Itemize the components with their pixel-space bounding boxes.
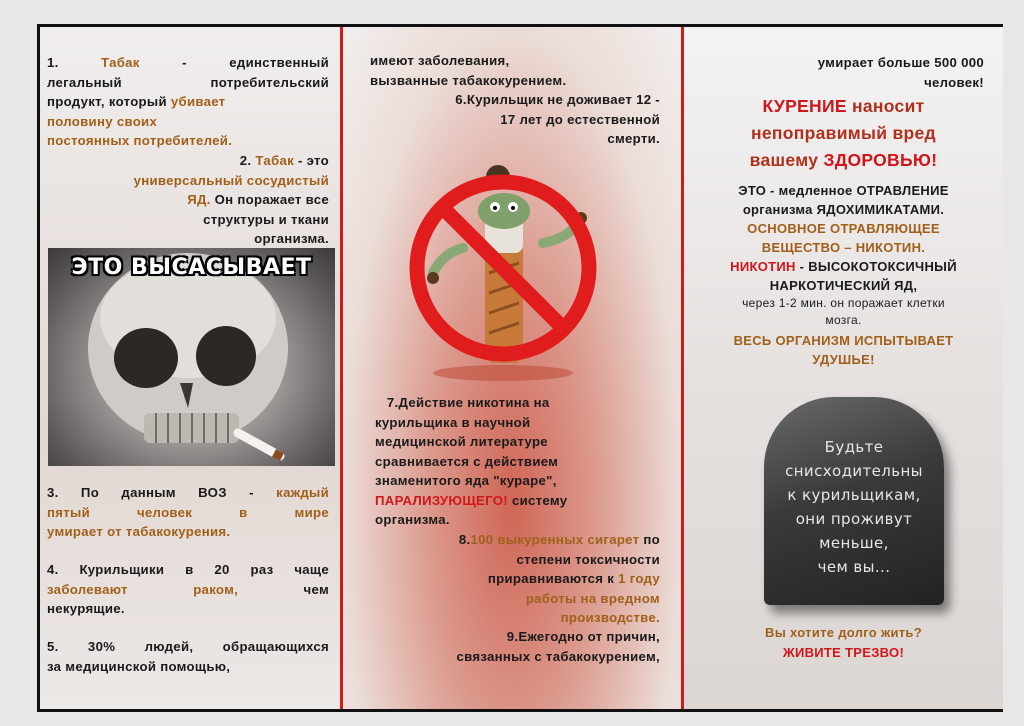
skull-image <box>48 248 335 466</box>
skull-icon <box>48 248 335 466</box>
fact-8: 8.100 выкуренных сигарет по степени токсичности приравниваются к 1 году работы на вредном производстве. <box>458 532 660 625</box>
fact-7: 7.Действие никотина на курильщика в научной медицинской литературе сравнивается с действием знаменитого яда "кураре", ПАРАЛИЗУЮЩЕГО! систему организма. <box>375 395 568 527</box>
headline: КУРЕНИЕ наносит непоправимый вред вашему ЗДОРОВЬЮ! <box>749 96 938 170</box>
no-smoking-sign-icon <box>403 153 603 383</box>
fact-5: 5. 30% людей, обращающихся за медицинской помощью, <box>47 639 329 674</box>
column-left <box>40 27 343 709</box>
poison-info: ЭТО - медленное ОТРАВЛЕНИЕ организма ЯДОХИМИКАТАМИ. ОСНОВНОЕ ОТРАВЛЯЮЩЕЕ ВЕЩЕСТВО – НИКОТИН. НИКОТИН - ВЫСОКОТОКСИЧНЫЙ НАРКОТИЧЕСКИЙ ЯД, через 1-2 мин. он поражает клетки мозга. ВЕСЬ ОРГАНИЗМ ИСПЫТЫВАЕТ УДУШЬЕ! <box>730 183 957 367</box>
column-middle <box>343 27 684 709</box>
closing-message: Вы хотите долго жить? ЖИВИТЕ ТРЕЗВО! <box>765 625 922 660</box>
tombstone-text: Будьте снисходительны к курильщикам, они проживут меньше, чем вы... <box>785 438 923 576</box>
fact-4: 4. Курильщики в 20 раз чаще заболевают раком, чем некурящие. <box>47 562 330 616</box>
brochure-frame <box>37 24 1003 712</box>
image-caption: ЭТО ВЫСАСЫВАЕТ <box>71 255 312 280</box>
column-right <box>684 27 1003 709</box>
fact-5-cont: имеют заболевания, вызванные табакокурением. <box>370 53 567 88</box>
fact-9-cont: умирает больше 500 000 человек! <box>817 55 984 90</box>
fact-1: 1. Табак - единственный легальный потребительский продукт, который убивает половину своих постоянных потребителей. <box>47 55 329 148</box>
fact-3: 3. По данным ВОЗ - каждый пятый человек в мире умирает от табакокурения. <box>47 485 329 539</box>
fact-6: 6.Курильщик не доживает 12 - 17 лет до естественной смерти. <box>455 92 660 146</box>
tombstone-image <box>758 397 948 609</box>
fact-9: 9.Ежегодно от причин, связанных с табакокурением, <box>456 629 660 664</box>
fact-2: 2. Табак - это универсальный сосудистый ЯД. Он поражает все структуры и ткани организма. <box>133 153 329 246</box>
